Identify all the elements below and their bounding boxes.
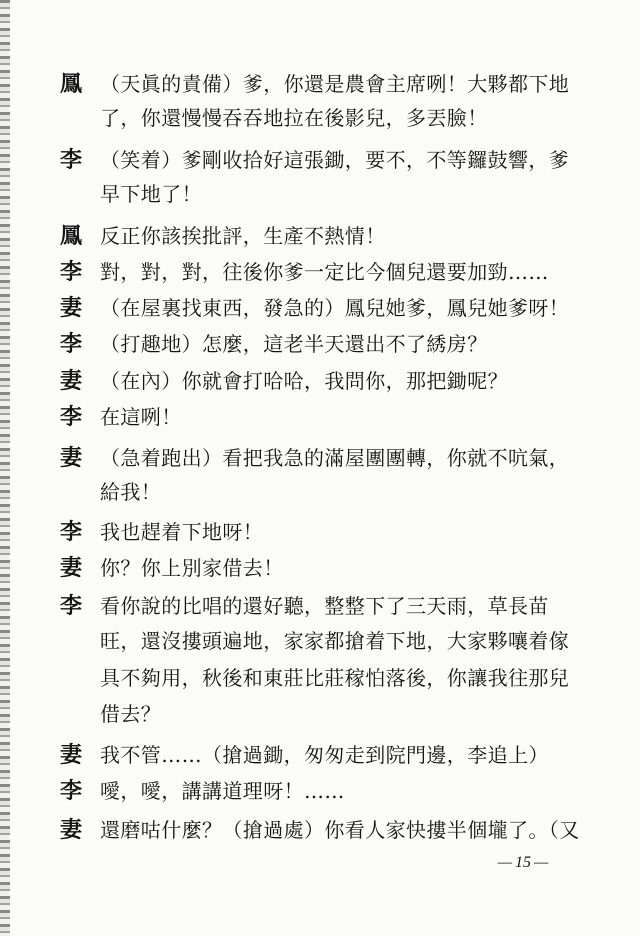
dialogue-line: （打趣地）怎麼，這老半天還出不了綉房？ (100, 332, 488, 356)
speaker-label: 李 (60, 519, 83, 545)
dialogue-line: （天眞的責備）爹，你還是農會主席咧！大夥都下地 (100, 72, 570, 96)
speaker-label: 妻 (60, 555, 83, 581)
dialogue-line: 還磨咕什麼？（搶過處）你看人家快摟半個壠了。（又 (100, 818, 580, 842)
speaker-label: 妻 (60, 742, 83, 768)
dialogue-line: （在屋裏找東西，發急的）鳳兒她爹，鳳兒她爹呀！ (100, 296, 570, 320)
dialogue-line: 在這咧！ (100, 405, 182, 429)
dialogue-line: 我也趕着下地呀！ (100, 520, 264, 544)
dialogue-line: 噯，噯，講講道理呀！…… (100, 779, 345, 803)
speaker-label: 李 (60, 259, 83, 285)
dialogue-continuation: 給我！ (100, 480, 162, 504)
dialogue-line: （在內）你就會打哈哈，我問你，那把鋤呢？ (100, 369, 508, 393)
dialogue-continuation: 具不夠用，秋後和東莊比莊稼怕落後，你讓我往那兒 (100, 666, 570, 690)
speaker-label: 鳳 (60, 223, 83, 249)
page-number: — 15 — (478, 848, 568, 878)
dialogue-continuation: 了，你還慢慢吞吞地拉在後影兒，多丟臉！ (100, 106, 488, 130)
speaker-label: 李 (60, 778, 83, 804)
dialogue-continuation: 旺，還沒摟頭遍地，家家都搶着下地，大家夥嚷着傢 (100, 629, 570, 653)
speaker-label: 妻 (60, 817, 83, 843)
dialogue-line: 看你說的比唱的還好聽，整整下了三天雨，草長苗 (100, 594, 549, 618)
speaker-label: 李 (60, 331, 83, 357)
dialogue-continuation: 早下地了！ (100, 182, 202, 206)
speaker-label: 李 (60, 404, 83, 430)
dialogue-line: 我不管……（搶過鋤，匆匆走到院門邊，李追上） (100, 743, 549, 767)
speaker-label: 李 (60, 147, 83, 173)
dialogue-line: 對，對，對，往後你爹一定比今個兒還要加勁…… (100, 260, 549, 284)
speaker-label: 妻 (60, 368, 83, 394)
speaker-label: 鳳 (60, 71, 83, 97)
dialogue-line: （急着跑出）看把我急的滿屋團團轉，你就不吭氣， (100, 446, 570, 470)
dialogue-continuation: 借去？ (100, 702, 162, 726)
speaker-label: 李 (60, 593, 83, 619)
speaker-label: 妻 (60, 295, 83, 321)
dialogue-line: 你？你上別家借去！ (100, 556, 284, 580)
speaker-label: 妻 (60, 445, 83, 471)
dialogue-line: （笑着）爹剛收拾好這張鋤，要不，不等鑼鼓響，爹 (100, 148, 570, 172)
dialogue-line: 反正你該挨批評，生產不熱情！ (100, 224, 386, 248)
